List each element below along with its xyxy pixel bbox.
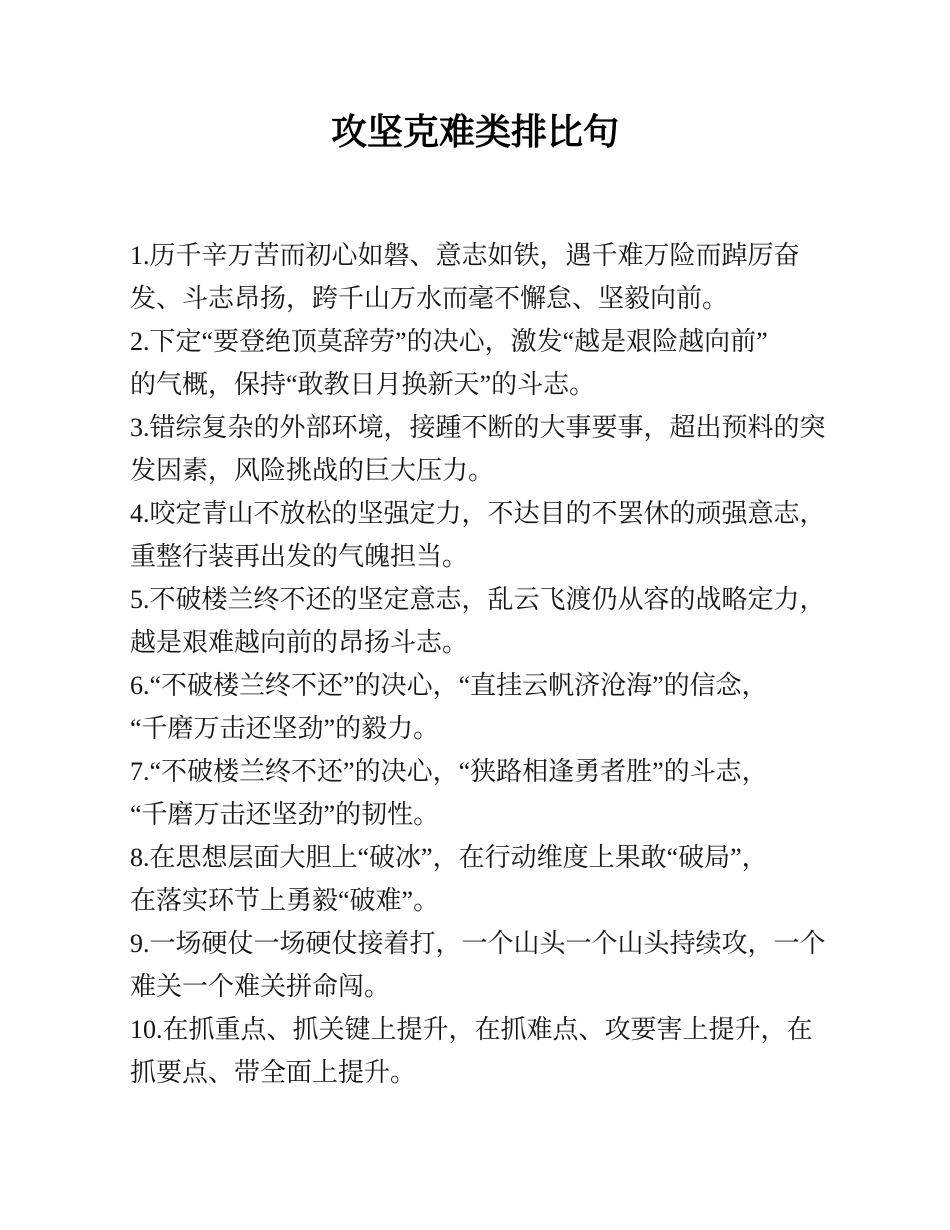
paragraph-line: 抓要点、带全面上提升。: [130, 1058, 417, 1087]
paragraph-line: 6.“不破楼兰终不还”的决心，“直挂云帆济沧海”的信念，: [130, 671, 768, 700]
paragraph-line: 在落实环节上勇毅“破难”。: [130, 886, 440, 915]
paragraph-line: 1.历千辛万苦而初心如磐、意志如铁，遇千难万险而踔厉奋: [130, 241, 800, 270]
paragraph-line: 3.错综复杂的外部环境，接踵不断的大事要事，超出预料的突: [130, 413, 826, 442]
paragraph-7: [130, 750, 830, 836]
paragraph-2: [130, 320, 830, 406]
paragraph-line: 8.在思想层面大胆上“破冰”，在行动维度上果敢“破局”，: [130, 843, 768, 872]
paragraph-9: [130, 922, 830, 1008]
paragraph-line: 4.咬定青山不放松的坚强定力，不达目的不罢休的顽强意志，: [130, 499, 826, 528]
paragraph-3: [130, 406, 830, 492]
paragraph-line: 越是艰难越向前的昂扬斗志。: [130, 628, 469, 657]
paragraph-line: 7.“不破楼兰终不还”的决心，“狭路相逢勇者胜”的斗志，: [130, 757, 768, 786]
paragraph-10: [130, 1008, 830, 1094]
paragraph-line: 重整行装再出发的气魄担当。: [130, 542, 469, 571]
paragraph-line: 发因素，风险挑战的巨大压力。: [130, 456, 495, 485]
paragraph-line: 发、斗志昂扬，跨千山万水而毫不懈怠、坚毅向前。: [130, 284, 729, 313]
paragraph-line: 2.下定“要登绝顶莫辞劳”的决心，激发“越是艰险越向前”: [130, 327, 768, 356]
document-title: 攻坚克难类排比句: [330, 112, 619, 152]
paragraph-4: [130, 492, 830, 578]
paragraph-line: “千磨万击还坚劲”的毅力。: [130, 714, 440, 743]
paragraph-1: [130, 234, 830, 320]
paragraph-line: 10.在抓重点、抓关键上提升，在抓难点、攻要害上提升，在: [130, 1015, 813, 1044]
paragraph-6: [130, 664, 830, 750]
paragraph-8: [130, 836, 830, 922]
paragraph-line: 的气概，保持“敢教日月换新天”的斗志。: [130, 370, 596, 399]
document-body: [130, 234, 830, 1094]
paragraph-line: 5.不破楼兰终不还的坚定意志，乱云飞渡仍从容的战略定力，: [130, 585, 826, 614]
paragraph-line: 9.一场硬仗一场硬仗接着打，一个山头一个山头持续攻，一个: [130, 929, 826, 958]
paragraph-line: “千磨万击还坚劲”的韧性。: [130, 800, 440, 829]
paragraph-line: 难关一个难关拼命闯。: [130, 972, 391, 1001]
paragraph-5: [130, 578, 830, 664]
